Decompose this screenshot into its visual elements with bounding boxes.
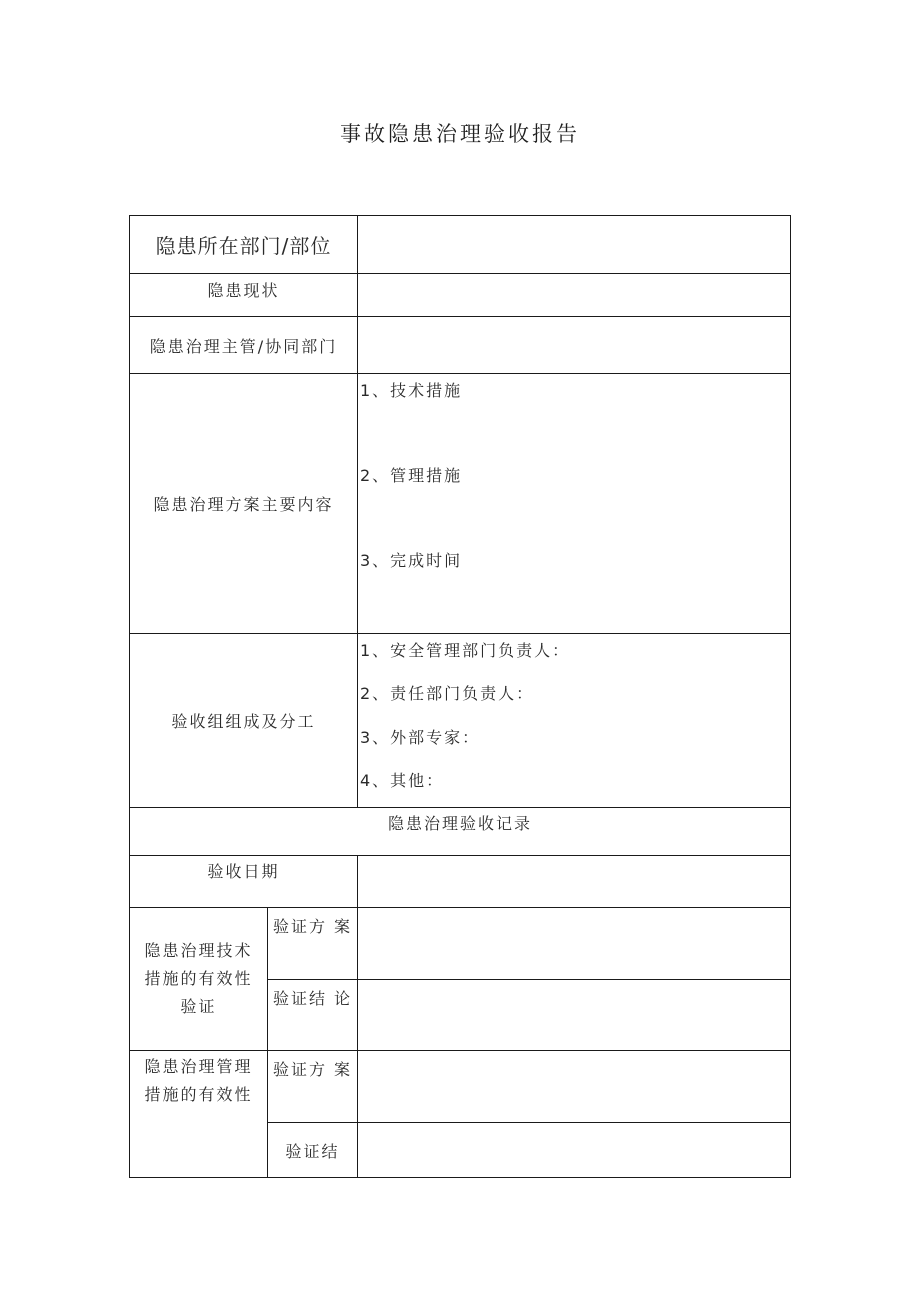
plan-label: 隐患治理方案主要内容 bbox=[130, 374, 358, 634]
tech-label-line: 措施的有效性 bbox=[144, 969, 253, 988]
table-row bbox=[130, 216, 791, 274]
location-value-cell[interactable] bbox=[358, 216, 791, 274]
table-row bbox=[130, 808, 791, 856]
table-row bbox=[130, 856, 791, 908]
team-label: 验收组组成及分工 bbox=[130, 634, 358, 808]
mgmt-plan-label: 验证方 案 bbox=[268, 1051, 358, 1123]
mgmt-label-line: 措施的有效性 bbox=[144, 1085, 253, 1104]
mgmt-label-line: 隐患治理管理 bbox=[144, 1057, 253, 1076]
plan-items-cell[interactable] bbox=[358, 374, 791, 634]
page-title: 事故隐患治理验收报告 bbox=[340, 122, 580, 146]
table-row bbox=[130, 374, 791, 634]
acceptance-report-table bbox=[129, 215, 791, 1178]
plan-item: 1、技术措施 bbox=[360, 381, 463, 400]
team-item: 2、责任部门负责人： bbox=[360, 684, 535, 703]
mgmt-effectiveness-label bbox=[130, 1051, 268, 1178]
location-label: 隐患所在部门/部位 bbox=[130, 216, 358, 274]
status-label: 隐患现状 bbox=[130, 274, 358, 317]
status-value-cell[interactable] bbox=[358, 274, 791, 317]
tech-plan-label: 验证方 案 bbox=[268, 908, 358, 980]
plan-item: 2、管理措施 bbox=[360, 466, 463, 485]
table-row bbox=[130, 908, 791, 980]
dept-value-cell[interactable] bbox=[358, 317, 791, 374]
tech-conclusion-label: 验证结 论 bbox=[268, 980, 358, 1051]
table-row bbox=[130, 317, 791, 374]
team-item: 4、其他： bbox=[360, 771, 445, 790]
team-items-cell[interactable] bbox=[358, 634, 791, 808]
tech-effectiveness-label bbox=[130, 908, 268, 1051]
mgmt-conclusion-value-cell[interactable] bbox=[358, 1123, 791, 1178]
date-label: 验收日期 bbox=[130, 856, 358, 908]
team-item: 1、安全管理部门负责人： bbox=[360, 641, 571, 660]
mgmt-plan-value-cell[interactable] bbox=[358, 1051, 791, 1123]
table-row bbox=[130, 1051, 791, 1123]
table-row bbox=[130, 634, 791, 808]
mgmt-conclusion-label: 验证结 bbox=[268, 1123, 358, 1178]
tech-label-line: 隐患治理技术 bbox=[144, 941, 253, 960]
record-header: 隐患治理验收记录 bbox=[130, 808, 791, 856]
table-row bbox=[130, 274, 791, 317]
tech-conclusion-value-cell[interactable] bbox=[358, 980, 791, 1051]
tech-label-line: 验证 bbox=[180, 997, 217, 1016]
tech-plan-value-cell[interactable] bbox=[358, 908, 791, 980]
date-value-cell[interactable] bbox=[358, 856, 791, 908]
team-item: 3、外部专家： bbox=[360, 728, 481, 747]
plan-item: 3、完成时间 bbox=[360, 551, 463, 570]
dept-label: 隐患治理主管/协同部门 bbox=[130, 317, 358, 374]
